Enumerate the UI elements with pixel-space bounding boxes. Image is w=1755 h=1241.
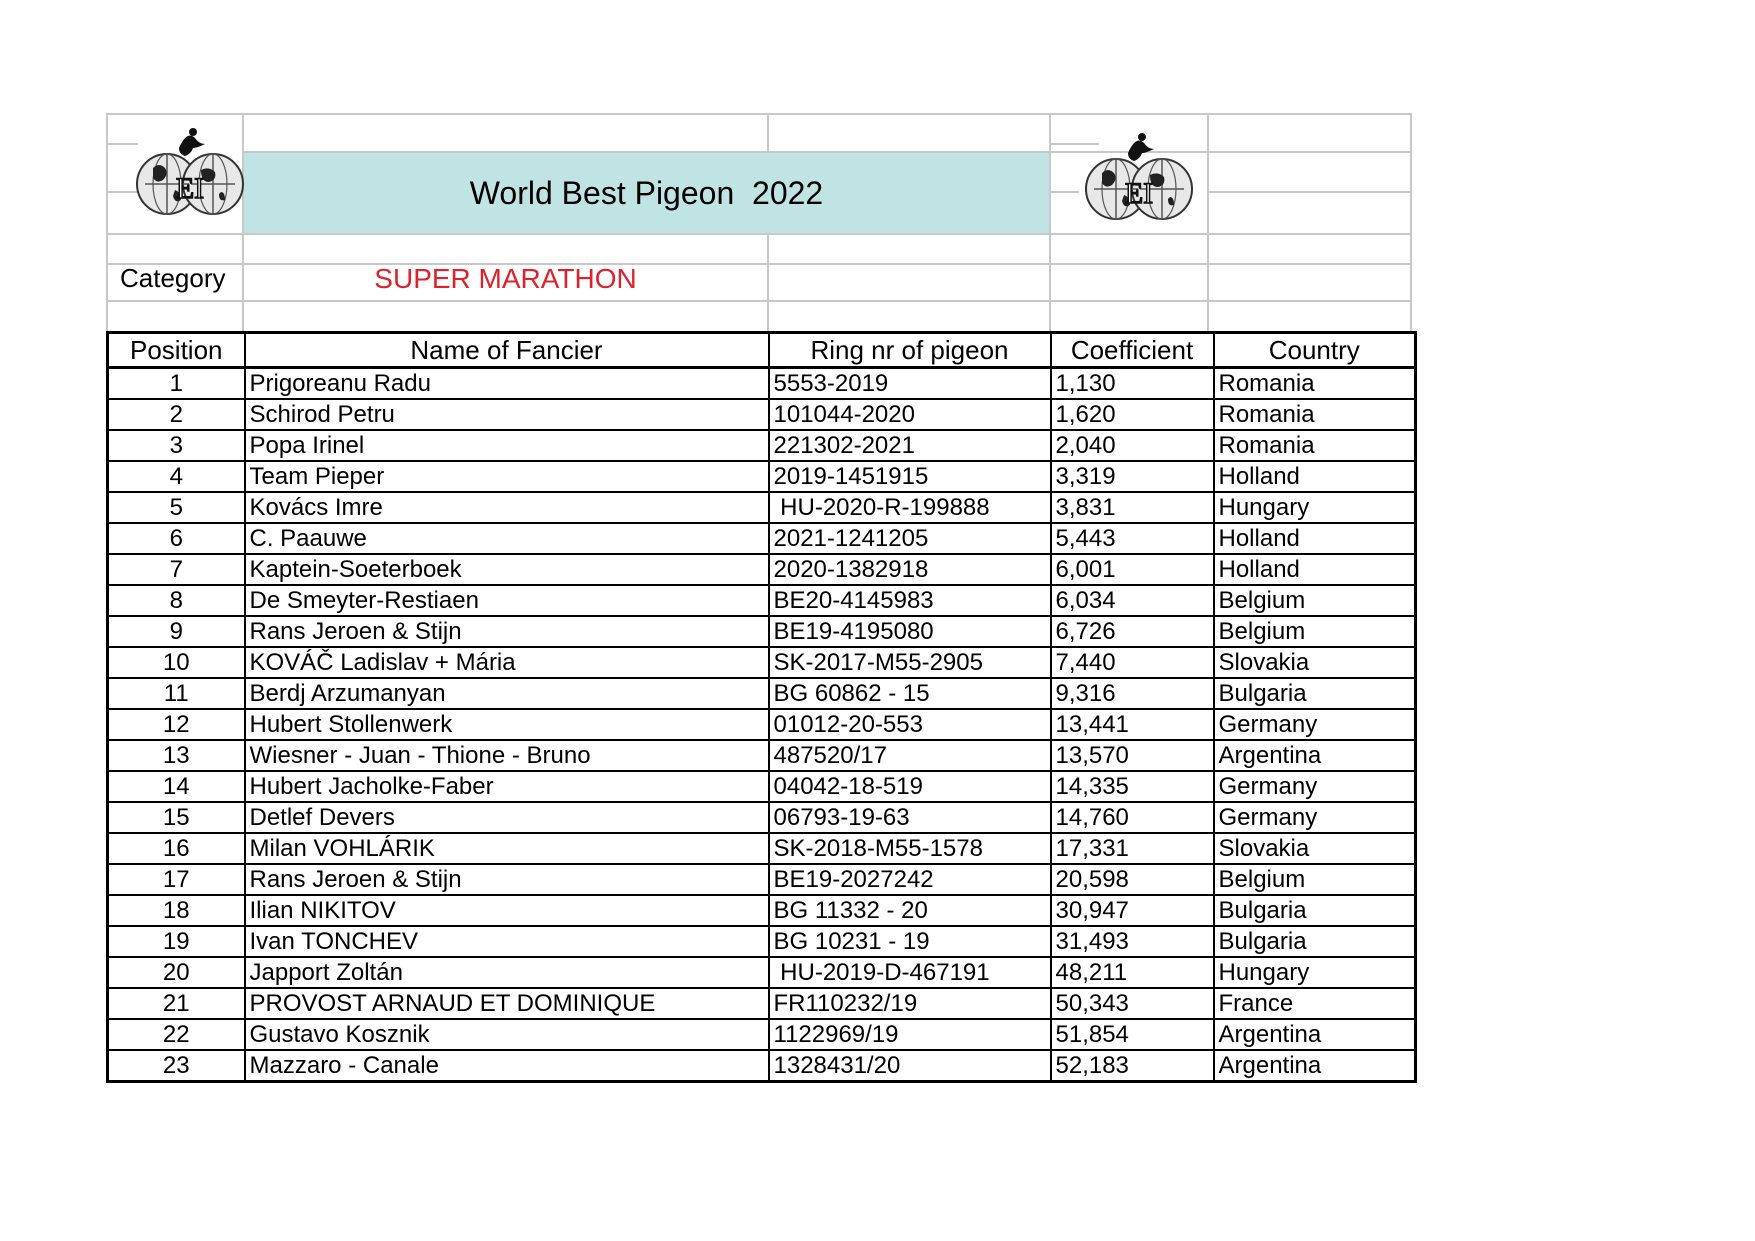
table-row bbox=[108, 895, 1416, 926]
category-value: SUPER MARATHON bbox=[374, 263, 637, 294]
cell-position: 18 bbox=[108, 895, 245, 926]
cell-country: Slovakia bbox=[1214, 833, 1416, 864]
cell-ring-number: BE19-4195080 bbox=[769, 616, 1051, 647]
cell-coefficient: 51,854 bbox=[1051, 1019, 1214, 1050]
cell-country: France bbox=[1214, 988, 1416, 1019]
cell-country: Hungary bbox=[1214, 492, 1416, 523]
cell-coefficient: 30,947 bbox=[1051, 895, 1214, 926]
cell-ring-number: BG 10231 - 19 bbox=[769, 926, 1051, 957]
cell-coefficient: 1,620 bbox=[1051, 399, 1214, 430]
column-header-position: Position bbox=[108, 333, 245, 368]
cell-fancier-name: Hubert Stollenwerk bbox=[245, 709, 769, 740]
federation-logo-icon bbox=[1084, 123, 1194, 233]
cell-ring-number: 221302-2021 bbox=[769, 430, 1051, 461]
cell-coefficient: 52,183 bbox=[1051, 1050, 1214, 1082]
cell-fancier-name: Milan VOHLÁRIK bbox=[245, 833, 769, 864]
cell-ring-number: BE19-2027242 bbox=[769, 864, 1051, 895]
cell-fancier-name: Gustavo Kosznik bbox=[245, 1019, 769, 1050]
cell-position: 12 bbox=[108, 709, 245, 740]
cell-fancier-name: Berdj Arzumanyan bbox=[245, 678, 769, 709]
table-row bbox=[108, 368, 1416, 400]
cell-country: Holland bbox=[1214, 523, 1416, 554]
cell-fancier-name: Popa Irinel bbox=[245, 430, 769, 461]
cell-country: Holland bbox=[1214, 554, 1416, 585]
grid-line bbox=[106, 191, 138, 193]
cell-ring-number: HU-2019-D-467191 bbox=[769, 957, 1051, 988]
svg-text:EI: EI bbox=[1124, 177, 1154, 210]
cell-position: 7 bbox=[108, 554, 245, 585]
cell-ring-number: BG 11332 - 20 bbox=[769, 895, 1051, 926]
cell-ring-number: 01012-20-553 bbox=[769, 709, 1051, 740]
cell-ring-number: BG 60862 - 15 bbox=[769, 678, 1051, 709]
cell-position: 23 bbox=[108, 1050, 245, 1082]
table-row bbox=[108, 492, 1416, 523]
grid-line bbox=[1207, 113, 1209, 332]
cell-ring-number: 2019-1451915 bbox=[769, 461, 1051, 492]
grid-line bbox=[106, 113, 1412, 115]
cell-country: Holland bbox=[1214, 461, 1416, 492]
results-body bbox=[108, 368, 1416, 1082]
cell-coefficient: 2,040 bbox=[1051, 430, 1214, 461]
column-header-name: Name of Fancier bbox=[245, 333, 769, 368]
cell-coefficient: 1,130 bbox=[1051, 368, 1214, 400]
cell-country: Germany bbox=[1214, 802, 1416, 833]
table-row bbox=[108, 554, 1416, 585]
cell-position: 1 bbox=[108, 368, 245, 400]
cell-country: Belgium bbox=[1214, 585, 1416, 616]
cell-position: 11 bbox=[108, 678, 245, 709]
cell-ring-number: SK-2017-M55-2905 bbox=[769, 647, 1051, 678]
federation-logo-icon bbox=[135, 118, 245, 228]
cell-coefficient: 5,443 bbox=[1051, 523, 1214, 554]
cell-fancier-name: Detlef Devers bbox=[245, 802, 769, 833]
cell-ring-number: 2020-1382918 bbox=[769, 554, 1051, 585]
results-table bbox=[106, 331, 1417, 1083]
table-row bbox=[108, 988, 1416, 1019]
cell-coefficient: 20,598 bbox=[1051, 864, 1214, 895]
grid-line bbox=[1049, 113, 1051, 332]
cell-fancier-name: Team Pieper bbox=[245, 461, 769, 492]
cell-fancier-name: Prigoreanu Radu bbox=[245, 368, 769, 400]
table-row bbox=[108, 771, 1416, 802]
cell-fancier-name: Wiesner - Juan - Thione - Bruno bbox=[245, 740, 769, 771]
cell-ring-number: SK-2018-M55-1578 bbox=[769, 833, 1051, 864]
cell-position: 6 bbox=[108, 523, 245, 554]
cell-position: 15 bbox=[108, 802, 245, 833]
svg-text:EI: EI bbox=[175, 172, 205, 205]
table-row bbox=[108, 802, 1416, 833]
table-row bbox=[108, 616, 1416, 647]
cell-position: 8 bbox=[108, 585, 245, 616]
cell-ring-number: FR110232/19 bbox=[769, 988, 1051, 1019]
cell-coefficient: 13,570 bbox=[1051, 740, 1214, 771]
cell-position: 9 bbox=[108, 616, 245, 647]
cell-fancier-name: PROVOST ARNAUD ET DOMINIQUE bbox=[245, 988, 769, 1019]
cell-ring-number: 1328431/20 bbox=[769, 1050, 1051, 1082]
table-row bbox=[108, 833, 1416, 864]
grid-line bbox=[106, 300, 1412, 302]
cell-coefficient: 14,335 bbox=[1051, 771, 1214, 802]
cell-position: 13 bbox=[108, 740, 245, 771]
cell-ring-number: 1122969/19 bbox=[769, 1019, 1051, 1050]
table-row bbox=[108, 399, 1416, 430]
cell-country: Romania bbox=[1214, 399, 1416, 430]
cell-ring-number: 5553-2019 bbox=[769, 368, 1051, 400]
cell-ring-number: 2021-1241205 bbox=[769, 523, 1051, 554]
cell-coefficient: 13,441 bbox=[1051, 709, 1214, 740]
cell-fancier-name: Mazzaro - Canale bbox=[245, 1050, 769, 1082]
cell-coefficient: 6,001 bbox=[1051, 554, 1214, 585]
column-header-coefficient: Coefficient bbox=[1051, 333, 1214, 368]
cell-country: Belgium bbox=[1214, 616, 1416, 647]
cell-position: 22 bbox=[108, 1019, 245, 1050]
cell-ring-number: 487520/17 bbox=[769, 740, 1051, 771]
cell-coefficient: 50,343 bbox=[1051, 988, 1214, 1019]
cell-fancier-name: De Smeyter-Restiaen bbox=[245, 585, 769, 616]
cell-coefficient: 6,726 bbox=[1051, 616, 1214, 647]
cell-country: Germany bbox=[1214, 709, 1416, 740]
cell-fancier-name: C. Paauwe bbox=[245, 523, 769, 554]
column-header-country: Country bbox=[1214, 333, 1416, 368]
cell-position: 10 bbox=[108, 647, 245, 678]
document-header bbox=[106, 113, 1412, 332]
table-row bbox=[108, 523, 1416, 554]
cell-ring-number: 06793-19-63 bbox=[769, 802, 1051, 833]
table-row bbox=[108, 740, 1416, 771]
table-row bbox=[108, 585, 1416, 616]
table-row bbox=[108, 709, 1416, 740]
cell-country: Romania bbox=[1214, 368, 1416, 400]
cell-fancier-name: KOVÁČ Ladislav + Mária bbox=[245, 647, 769, 678]
cell-fancier-name: Rans Jeroen & Stijn bbox=[245, 864, 769, 895]
table-row bbox=[108, 678, 1416, 709]
cell-fancier-name: Ivan TONCHEV bbox=[245, 926, 769, 957]
grid-line bbox=[106, 233, 1412, 235]
cell-coefficient: 3,831 bbox=[1051, 492, 1214, 523]
cell-fancier-name: Ilian NIKITOV bbox=[245, 895, 769, 926]
table-header-row bbox=[108, 333, 1416, 368]
cell-fancier-name: Japport Zoltán bbox=[245, 957, 769, 988]
cell-ring-number: HU-2020-R-199888 bbox=[769, 492, 1051, 523]
cell-fancier-name: Kovács Imre bbox=[245, 492, 769, 523]
cell-coefficient: 17,331 bbox=[1051, 833, 1214, 864]
table-row bbox=[108, 957, 1416, 988]
cell-coefficient: 9,316 bbox=[1051, 678, 1214, 709]
cell-position: 3 bbox=[108, 430, 245, 461]
cell-coefficient: 31,493 bbox=[1051, 926, 1214, 957]
cell-country: Argentina bbox=[1214, 740, 1416, 771]
cell-coefficient: 7,440 bbox=[1051, 647, 1214, 678]
cell-country: Belgium bbox=[1214, 864, 1416, 895]
cell-fancier-name: Hubert Jacholke-Faber bbox=[245, 771, 769, 802]
cell-fancier-name: Schirod Petru bbox=[245, 399, 769, 430]
cell-position: 14 bbox=[108, 771, 245, 802]
grid-line bbox=[1410, 113, 1412, 332]
cell-country: Argentina bbox=[1214, 1019, 1416, 1050]
table-row bbox=[108, 430, 1416, 461]
cell-coefficient: 48,211 bbox=[1051, 957, 1214, 988]
cell-country: Slovakia bbox=[1214, 647, 1416, 678]
table-row bbox=[108, 1019, 1416, 1050]
cell-position: 4 bbox=[108, 461, 245, 492]
grid-line bbox=[106, 143, 138, 145]
cell-coefficient: 6,034 bbox=[1051, 585, 1214, 616]
cell-ring-number: 04042-18-519 bbox=[769, 771, 1051, 802]
cell-country: Bulgaria bbox=[1214, 678, 1416, 709]
grid-line bbox=[1049, 191, 1079, 193]
cell-country: Germany bbox=[1214, 771, 1416, 802]
grid-line bbox=[1207, 191, 1412, 193]
cell-country: Argentina bbox=[1214, 1050, 1416, 1082]
column-header-ring: Ring nr of pigeon bbox=[769, 333, 1051, 368]
table-row bbox=[108, 647, 1416, 678]
cell-country: Bulgaria bbox=[1214, 895, 1416, 926]
cell-country: Hungary bbox=[1214, 957, 1416, 988]
cell-ring-number: BE20-4145983 bbox=[769, 585, 1051, 616]
cell-position: 19 bbox=[108, 926, 245, 957]
table-row bbox=[108, 1050, 1416, 1082]
cell-position: 2 bbox=[108, 399, 245, 430]
cell-position: 16 bbox=[108, 833, 245, 864]
cell-ring-number: 101044-2020 bbox=[769, 399, 1051, 430]
cell-fancier-name: Rans Jeroen & Stijn bbox=[245, 616, 769, 647]
grid-line bbox=[106, 113, 108, 332]
cell-position: 5 bbox=[108, 492, 245, 523]
cell-country: Romania bbox=[1214, 430, 1416, 461]
table-row bbox=[108, 864, 1416, 895]
table-row bbox=[108, 926, 1416, 957]
table-row bbox=[108, 461, 1416, 492]
cell-position: 20 bbox=[108, 957, 245, 988]
page-title: World Best Pigeon 2022 bbox=[244, 153, 1049, 233]
cell-position: 21 bbox=[108, 988, 245, 1019]
cell-fancier-name: Kaptein-Soeterboek bbox=[245, 554, 769, 585]
cell-position: 17 bbox=[108, 864, 245, 895]
cell-coefficient: 3,319 bbox=[1051, 461, 1214, 492]
cell-country: Bulgaria bbox=[1214, 926, 1416, 957]
cell-coefficient: 14,760 bbox=[1051, 802, 1214, 833]
category-label: Category bbox=[120, 263, 226, 293]
